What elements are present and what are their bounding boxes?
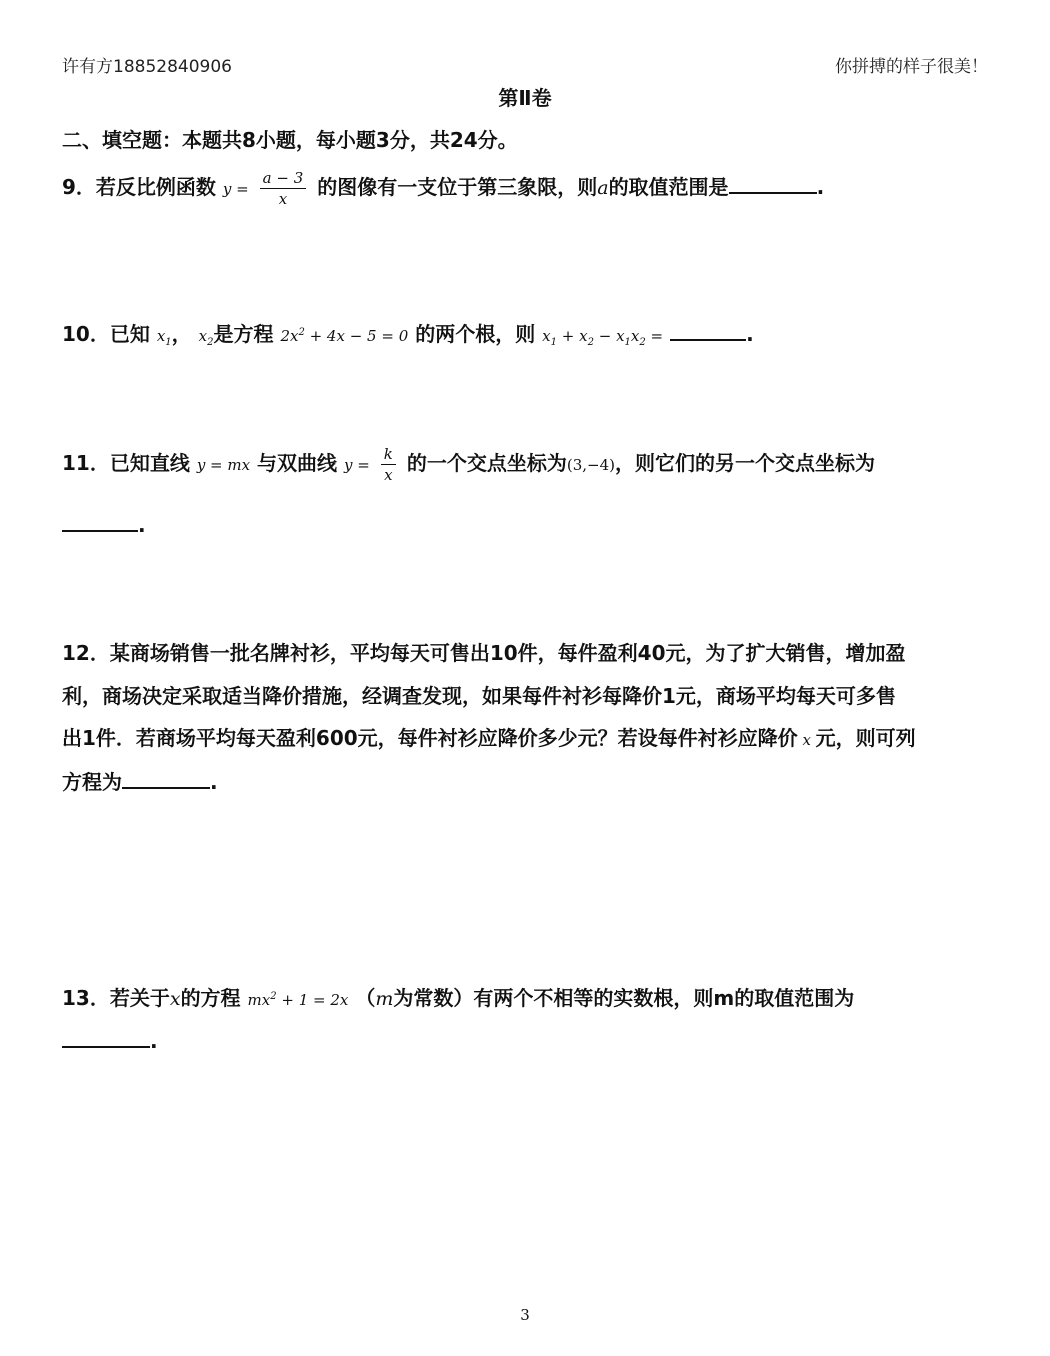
q11-text-end: ，则它们的另一个交点坐标为: [615, 451, 875, 475]
q9-period: .: [816, 175, 825, 199]
header-left: 许有方18852840906: [62, 57, 232, 77]
q11-text-after: 的一个交点坐标为: [406, 451, 567, 475]
q9-answer-blank[interactable]: [729, 172, 817, 194]
q10-text-before: 10．已知: [62, 322, 150, 346]
q12-line4: 方程为: [62, 770, 122, 794]
q13-text-before: 13．若关于: [62, 986, 170, 1010]
q9-numerator: a − 3: [260, 168, 307, 189]
q11-hyperbola-y: y =: [344, 456, 370, 474]
q10-x1: $x_1$: [156, 327, 172, 348]
q12-answer-blank[interactable]: [122, 767, 210, 789]
q10-equation: $2x^2 + 4x - 5 = 0$: [280, 327, 409, 345]
q13-text-paren-end: 为常数）有两个不相等的实数根，则m的取值范围为: [393, 986, 855, 1010]
q9-text-end: 的取值范围是: [608, 175, 729, 199]
q11-text-mid: 与双曲线: [257, 451, 338, 475]
q10-period: .: [746, 322, 754, 346]
q13-equation: $mx^2 + 1 = 2x$: [247, 991, 349, 1009]
q10-text-after: 的两个根，则: [415, 322, 536, 346]
q11-period: .: [138, 513, 146, 537]
q13-answer-blank[interactable]: [62, 1026, 150, 1048]
q13-text-mid: 的方程: [180, 986, 241, 1010]
q10-expression: $x_1 + x_2 - x_1x_2$ =: [542, 327, 664, 348]
q10-x2: $x_2$: [198, 327, 214, 348]
q12-line3-before: 出1件．若商场平均每天盈利600元，每件衬衫应降价多少元？若设每件衬衫应降价: [62, 726, 798, 750]
question-13-line2: [62, 1026, 158, 1053]
question-12-line4: [62, 766, 218, 795]
q10-answer-blank[interactable]: [670, 319, 746, 341]
q11-fraction: [381, 444, 396, 485]
q11-line-equation: y = mx: [196, 456, 251, 474]
question-13: [62, 982, 854, 1011]
question-12-line1: 12．某商场销售一批名牌衬衫，平均每天可售出10件，每件盈利40元，为了扩大销售，增加盈: [62, 641, 906, 665]
page-number: 3: [520, 1306, 530, 1324]
header-right: 你拼搏的样子很美！: [835, 57, 988, 77]
q12-var-x: x: [797, 731, 816, 749]
q10-text-mid: 是方程: [213, 322, 274, 346]
question-10: 10．已知 $x_1$， $x_2$是方程 $2x^2 + 4x - 5 = 0$ 的两个根，则 $x_1 + x_2 - x_1x_2$ = .: [62, 318, 754, 348]
q9-text-before: 9．若反比例函数: [62, 175, 216, 199]
q9-text-after: 的图像有一支位于第三象限，则: [317, 175, 598, 199]
question-11: [62, 444, 875, 485]
question-9: [62, 168, 824, 209]
q12-line3-after: 元，则可列: [815, 726, 916, 750]
q13-period: .: [150, 1029, 158, 1053]
q9-denominator: x: [278, 190, 288, 208]
question-11-line2: [62, 510, 146, 537]
q11-denominator: x: [384, 466, 393, 484]
q9-var: a: [597, 177, 609, 199]
q13-paren-open: （: [355, 986, 376, 1010]
q11-point: (3,−4): [566, 456, 615, 474]
volume-title: 第Ⅱ卷: [498, 86, 552, 110]
q12-period: .: [210, 770, 218, 794]
q13-paren-var: m: [375, 988, 394, 1010]
q11-answer-blank[interactable]: [62, 510, 138, 532]
q9-formula: y =: [222, 180, 249, 198]
q11-numerator: k: [381, 444, 396, 465]
question-12-line3: [62, 722, 916, 751]
question-12-line2: 利，商场决定采取适当降价措施，经调查发现，如果每件衬衫每降价1元，商场平均每天可多售: [62, 684, 896, 708]
section-title: 二、填空题：本题共8小题，每小题3分，共24分。: [62, 128, 518, 152]
q9-fraction: [260, 168, 307, 209]
q11-text-before: 11．已知直线: [62, 451, 190, 475]
q13-var: x: [169, 988, 181, 1010]
